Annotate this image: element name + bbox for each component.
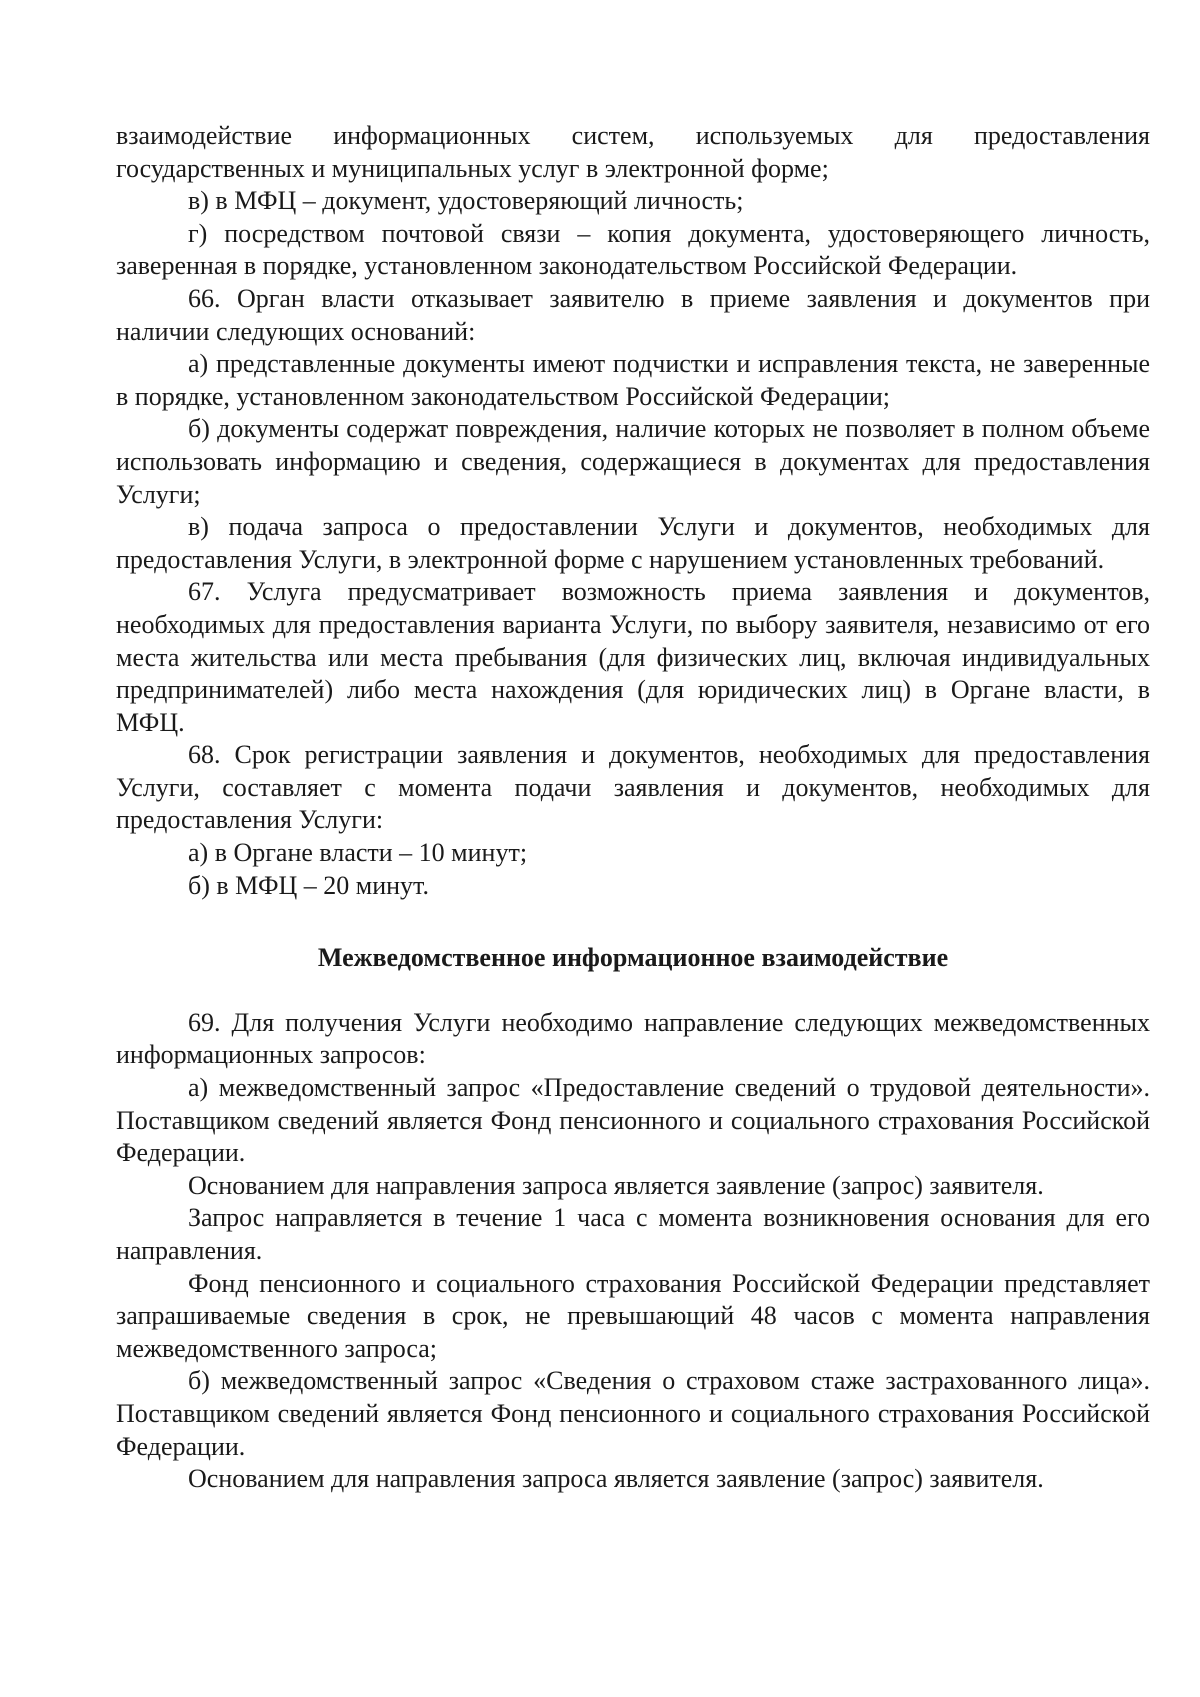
paragraph-request-timing: Запрос направляется в течение 1 часа с момента возникновения основания для его направления. <box>116 1203 1150 1265</box>
section-heading: Межведомственное информационное взаимодействие <box>317 943 949 973</box>
paragraph-basis-1: Основанием для направления запроса является заявление (запрос) заявителя. <box>188 1170 1044 1200</box>
paragraph-69-a: а) межведомственный запрос «Предоставление сведений о трудовой деятельности». Поставщиком сведений является Фонд пенсионного и социального страхования Российской Федерации. <box>116 1073 1150 1168</box>
paragraph-66-a: а) представленные документы имеют подчистки и исправления текста, не заверенные в порядке, установленном законодательством Российской Федерации; <box>116 349 1150 411</box>
paragraph-item-g-post: г) посредством почтовой связи – копия документа, удостоверяющего личность, заверенная в порядке, установленном законодательством Российской Федерации. <box>116 218 1150 281</box>
paragraph-69-b: б) межведомственный запрос «Сведения о страховом стаже застрахованного лица». Поставщиком сведений является Фонд пенсионного и социального страхования Российской Федерации. <box>116 1366 1150 1461</box>
paragraph-basis-2: Основанием для направления запроса является заявление (запрос) заявителя. <box>188 1464 1044 1494</box>
paragraph-68-a: а) в Органе власти – 10 минут; <box>188 838 528 868</box>
paragraph-66-b: б) документы содержат повреждения, наличие которых не позволяет в полном объеме использовать информацию и сведения, содержащиеся в документах для предоставления Услуги; <box>116 414 1150 509</box>
paragraph-69: 69. Для получения Услуги необходимо направление следующих межведомственных информационных запросов: <box>116 1007 1150 1070</box>
paragraph-fund-response: Фонд пенсионного и социального страхования Российской Федерации представляет запрашиваемые сведения в срок, не превышающий 48 часов с момента направления межведомственного запроса; <box>116 1268 1150 1363</box>
paragraph-item-v-mfc: в) в МФЦ – документ, удостоверяющий личность; <box>188 186 744 216</box>
document-page <box>116 120 1150 1496</box>
paragraph-67: 67. Услуга предусматривает возможность приема заявления и документов, необходимых для предоставления варианта Услуги, по выбору заявителя, независимо от его места жительства или места пребывания (для физических лиц, включая индивидуальных предпринимателей) либо места нахождения (для юридических лиц) в Органе власти, в МФЦ. <box>116 577 1150 737</box>
paragraph-68: 68. Срок регистрации заявления и документов, необходимых для предоставления Услуги, составляет с момента подачи заявления и документов, необходимых для предоставления Услуги: <box>116 740 1150 835</box>
paragraph-66: 66. Орган власти отказывает заявителю в приеме заявления и документов при наличии следующих оснований: <box>116 283 1150 346</box>
paragraph-68-b: б) в МФЦ – 20 минут. <box>188 870 429 900</box>
paragraph-66-v: в) подача запроса о предоставлении Услуги и документов, необходимых для предоставления Услуги, в электронной форме с нарушением установленных требований. <box>116 512 1150 574</box>
paragraph-continuation: взаимодействие информационных систем, используемых для предоставления государственных и муниципальных услуг в электронной форме; <box>116 121 1150 183</box>
